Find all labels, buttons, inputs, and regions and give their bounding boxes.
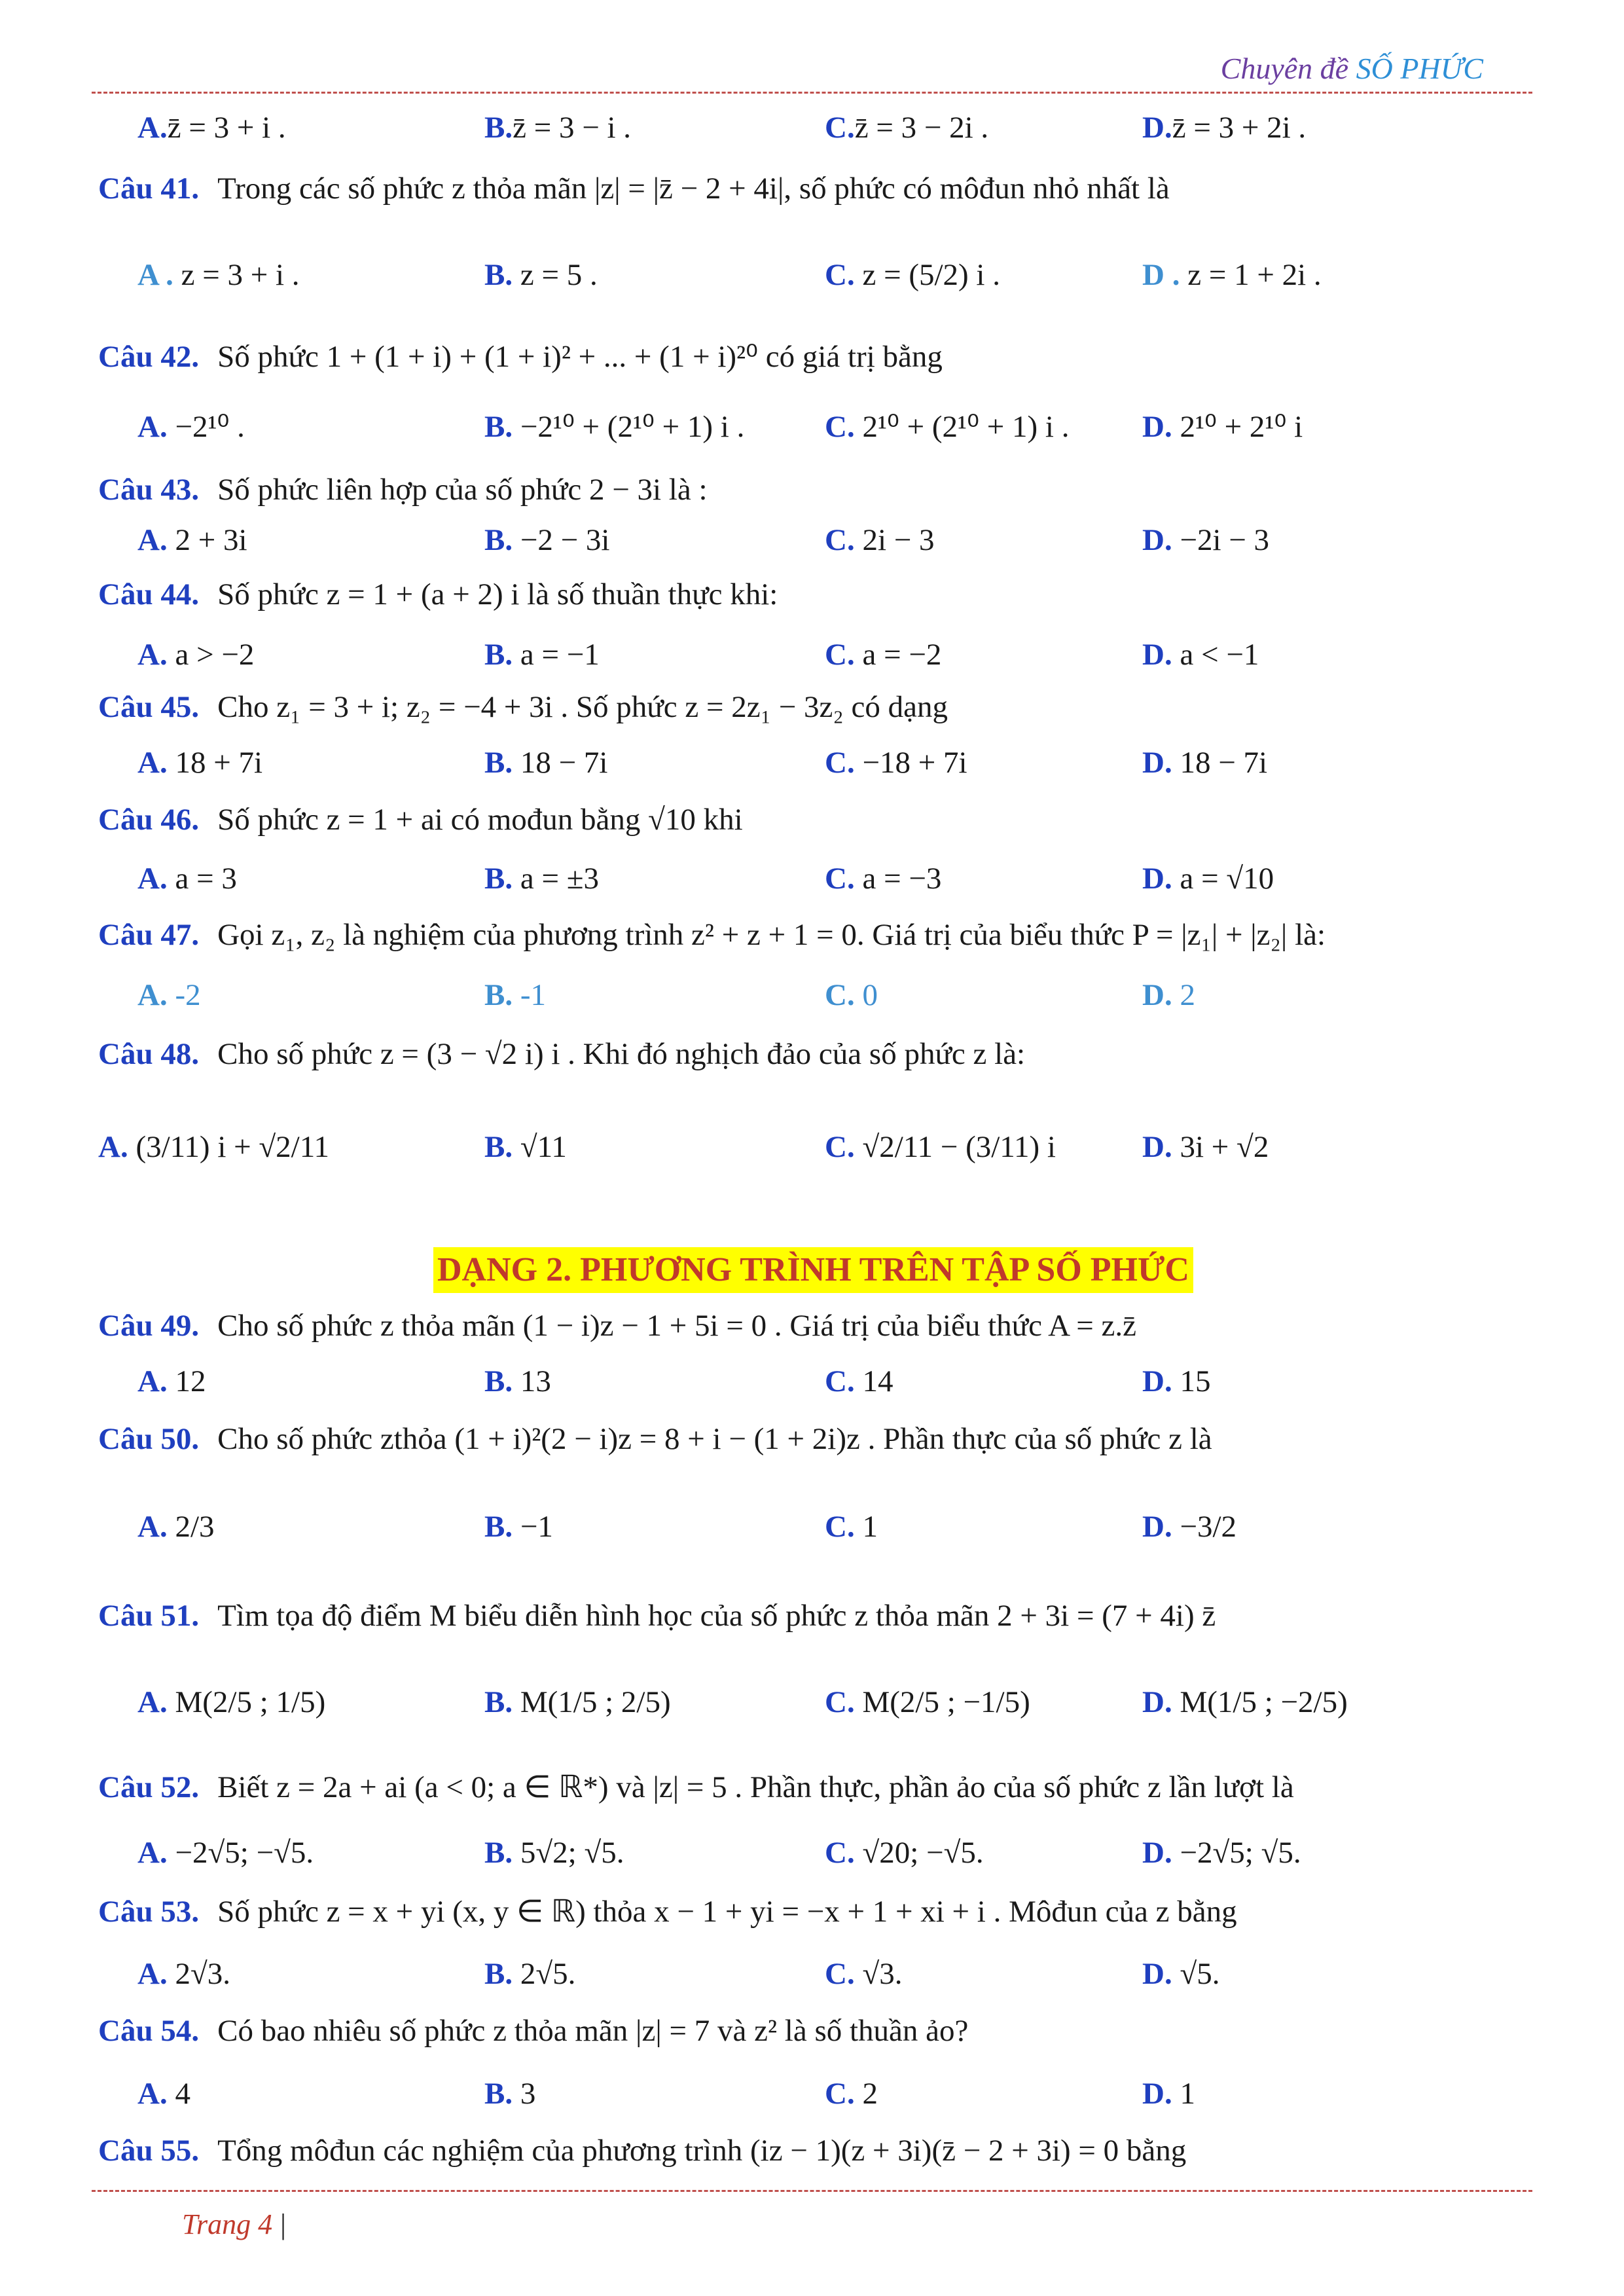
option-53-c: C. √3. xyxy=(825,1957,903,1991)
question-55: Câu 55. Tổng môđun các nghiệm của phương trình (iz − 1)(z + 3i)(z̄ − 2 + 3i) = 0 bằng xyxy=(98,2134,1187,2168)
option-45-b: B. 18 − 7i xyxy=(484,746,608,780)
option-54-b: B. 3 xyxy=(484,2077,536,2111)
option-47-a: A. -2 xyxy=(137,978,201,1012)
option-49-a: A. 12 xyxy=(137,1364,206,1398)
option-top-a: A.z̄ = 3 + i . xyxy=(137,111,286,145)
option-54-c: C. 2 xyxy=(825,2077,878,2111)
question-43: Câu 43. Số phức liên hợp của số phức 2 − 3i là : xyxy=(98,473,708,507)
option-42-d: D. 2¹⁰ + 2¹⁰ i xyxy=(1142,410,1303,444)
option-41-c: C. z = (5/2) i . xyxy=(825,258,1000,292)
question-49: Câu 49. Cho số phức z thỏa mãn (1 − i)z − 1 + 5i = 0 . Giá trị của biểu thức A = z.z̄ xyxy=(98,1309,1136,1343)
option-43-a: A. 2 + 3i xyxy=(137,523,247,557)
option-45-d: D. 18 − 7i xyxy=(1142,746,1268,780)
header-topic: SỐ PHỨC xyxy=(1356,52,1483,85)
header-rule xyxy=(92,92,1532,94)
option-41-d: D . z = 1 + 2i . xyxy=(1142,258,1322,292)
option-49-d: D. 15 xyxy=(1142,1364,1211,1398)
option-50-a: A. 2/3 xyxy=(137,1510,215,1544)
option-46-c: C. a = −3 xyxy=(825,862,942,896)
footer-separator: | xyxy=(280,2208,286,2240)
option-49-b: B. 13 xyxy=(484,1364,551,1398)
option-47-c: C. 0 xyxy=(825,978,878,1012)
option-42-b: B. −2¹⁰ + (2¹⁰ + 1) i . xyxy=(484,410,745,444)
option-top-b: B.z̄ = 3 − i . xyxy=(484,111,632,145)
option-41-a: A . z = 3 + i . xyxy=(137,258,300,292)
option-51-a: A. M(2/5 ; 1/5) xyxy=(137,1685,326,1719)
question-label: Câu 41. xyxy=(98,172,200,206)
option-54-d: D. 1 xyxy=(1142,2077,1195,2111)
option-42-a: A. −2¹⁰ . xyxy=(137,410,245,444)
option-44-d: D. a < −1 xyxy=(1142,638,1259,672)
header-prefix: Chuyên đề xyxy=(1220,52,1356,85)
page-footer xyxy=(182,2208,286,2241)
option-46-d: D. a = √10 xyxy=(1142,862,1274,896)
question-41 xyxy=(98,169,1170,208)
option-44-c: C. a = −2 xyxy=(825,638,942,672)
question-text: Trong các số phức z thỏa mãn |z| = |z̄ − 2 + 4i|, số phức có môđun nhỏ nhất là xyxy=(217,172,1170,206)
option-52-c: C. √20; −√5. xyxy=(825,1836,984,1870)
question-42: Câu 42. Số phức 1 + (1 + i) + (1 + i)² + ... + (1 + i)²⁰ có giá trị bằng xyxy=(98,340,943,374)
option-51-d: D. M(1/5 ; −2/5) xyxy=(1142,1685,1348,1719)
option-48-b: B. √11 xyxy=(484,1130,567,1164)
option-53-b: B. 2√5. xyxy=(484,1957,576,1991)
question-51: Câu 51. Tìm tọa độ điểm M biểu diễn hình học của số phức z thỏa mãn 2 + 3i = (7 + 4i) z̄ xyxy=(98,1599,1216,1633)
option-41-b: B. z = 5 . xyxy=(484,258,598,292)
page-number: Trang 4 xyxy=(182,2208,273,2240)
option-43-d: D. −2i − 3 xyxy=(1142,523,1270,557)
option-48-a: A. (3/11) i + √2/11 xyxy=(98,1130,329,1164)
option-44-a: A. a > −2 xyxy=(137,638,255,672)
option-48-c: C. √2/11 − (3/11) i xyxy=(825,1130,1056,1164)
option-47-b: B. -1 xyxy=(484,978,547,1012)
option-46-a: A. a = 3 xyxy=(137,862,237,896)
option-45-a: A. 18 + 7i xyxy=(137,746,263,780)
option-54-a: A. 4 xyxy=(137,2077,190,2111)
option-52-b: B. 5√2; √5. xyxy=(484,1836,624,1870)
option-51-c: C. M(2/5 ; −1/5) xyxy=(825,1685,1030,1719)
option-45-c: C. −18 + 7i xyxy=(825,746,967,780)
question-47: Câu 47. Gọi z₁, z₂ là nghiệm của phương trình z² + z + 1 = 0. Giá trị của biểu thức P = |z₁| + |z₂| là: xyxy=(98,918,1326,952)
question-44: Câu 44. Số phức z = 1 + (a + 2) i là số thuần thực khi: xyxy=(98,577,778,611)
question-53: Câu 53. Số phức z = x + yi (x, y ∈ ℝ) thỏa x − 1 + yi = −x + 1 + xi + i . Môđun của z bằng xyxy=(98,1895,1237,1929)
option-51-b: B. M(1/5 ; 2/5) xyxy=(484,1685,671,1719)
option-49-c: C. 14 xyxy=(825,1364,893,1398)
option-52-a: A. −2√5; −√5. xyxy=(137,1836,314,1870)
option-50-d: D. −3/2 xyxy=(1142,1510,1237,1544)
option-43-b: B. −2 − 3i xyxy=(484,523,610,557)
option-52-d: D. −2√5; √5. xyxy=(1142,1836,1301,1870)
option-44-b: B. a = −1 xyxy=(484,638,600,672)
option-50-c: C. 1 xyxy=(825,1510,878,1544)
question-52: Câu 52. Biết z = 2a + ai (a < 0; a ∈ ℝ*) và |z| = 5 . Phần thực, phần ảo của số phức z lần lượt là xyxy=(98,1770,1294,1804)
option-46-b: B. a = ±3 xyxy=(484,862,600,896)
question-48: Câu 48. Cho số phức z = (3 − √2 i) i . Khi đó nghịch đảo của số phức z là: xyxy=(98,1037,1026,1071)
option-48-d: D. 3i + √2 xyxy=(1142,1130,1269,1164)
option-43-c: C. 2i − 3 xyxy=(825,523,935,557)
option-top-c: C.z̄ = 3 − 2i . xyxy=(825,111,989,145)
option-top-d: D.z̄ = 3 + 2i . xyxy=(1142,111,1307,145)
footer-rule xyxy=(92,2190,1532,2192)
section-heading: DẠNG 2. PHƯƠNG TRÌNH TRÊN TẬP SỐ PHỨC xyxy=(433,1247,1193,1293)
question-45: Câu 45. Cho z₁ = 3 + i; z₂ = −4 + 3i . Số phức z = 2z₁ − 3z₂ có dạng xyxy=(98,690,948,724)
question-50: Câu 50. Cho số phức zthỏa (1 + i)²(2 − i)z = 8 + i − (1 + 2i)z . Phần thực của số phức z là xyxy=(98,1422,1212,1456)
option-42-c: C. 2¹⁰ + (2¹⁰ + 1) i . xyxy=(825,410,1070,444)
page-header-title xyxy=(1221,51,1483,86)
option-47-d: D. 2 xyxy=(1142,978,1195,1012)
option-50-b: B. −1 xyxy=(484,1510,553,1544)
option-53-d: D. √5. xyxy=(1142,1957,1220,1991)
question-54: Câu 54. Có bao nhiêu số phức z thỏa mãn |z| = 7 và z² là số thuần ảo? xyxy=(98,2014,969,2048)
option-53-a: A. 2√3. xyxy=(137,1957,230,1991)
question-46: Câu 46. Số phức z = 1 + ai có mođun bằng √10 khi xyxy=(98,803,743,837)
